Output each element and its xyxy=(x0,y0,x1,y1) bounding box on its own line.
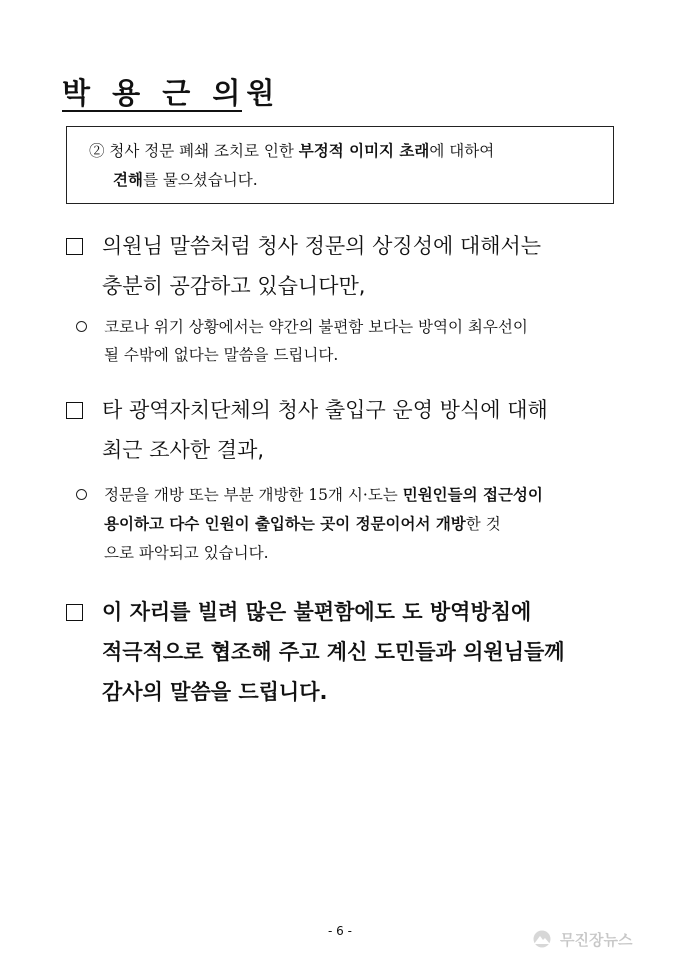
question-line-1-pre: ② 청사 정문 폐쇄 조치로 인한 xyxy=(89,142,299,160)
checkbox-square-icon xyxy=(66,238,83,255)
bullet-circle-icon xyxy=(76,489,87,500)
question-line-1-post: 에 대하여 xyxy=(429,142,495,160)
answer-item-3-line-2: 최근 조사한 결과, xyxy=(102,438,265,462)
title-underline xyxy=(62,110,242,112)
question-line-1 xyxy=(89,141,494,161)
question-box xyxy=(66,126,614,204)
page-title: 박 용 근 의원 xyxy=(62,76,281,110)
page-number: - 6 - xyxy=(328,924,352,938)
answer-item-4-line-1-pre: 정문을 개방 또는 부분 개방한 15개 시·도는 xyxy=(104,486,403,504)
bullet-circle-icon xyxy=(76,321,87,332)
watermark-text: 무진장뉴스 xyxy=(560,930,633,949)
answer-item-5-line-2: 적극적으로 협조해 주고 계신 도민들과 의원님들께 xyxy=(102,640,565,664)
checkbox-square-icon xyxy=(66,402,83,419)
answer-item-4-line-1 xyxy=(104,484,543,506)
answer-item-4-line-2 xyxy=(104,513,501,535)
question-line-1-bold: 부정적 이미지 초래 xyxy=(298,141,430,160)
answer-item-1-line-1: 의원님 말씀처럼 청사 정문의 상징성에 대해서는 xyxy=(102,234,542,258)
answer-item-2-line-1: 코로나 위기 상황에서는 약간의 불편함 보다는 방역이 최우선이 xyxy=(104,318,528,336)
answer-item-1-line-2: 충분히 공감하고 있습니다만, xyxy=(102,274,366,298)
answer-item-5-line-3: 감사의 말씀을 드립니다. xyxy=(102,680,328,704)
answer-item-5-line-1: 이 자리를 빌려 많은 불편함에도 도 방역방침에 xyxy=(102,600,532,624)
answer-item-4-line-2-post: 한 것 xyxy=(465,515,501,533)
answer-item-4-line-2-bold: 용이하고 다수 인원이 출입하는 곳이 정문이어서 개방 xyxy=(104,514,466,533)
watermark xyxy=(530,924,670,954)
answer-item-4-line-1-bold: 민원인들의 접근성이 xyxy=(402,485,543,504)
question-line-2-post: 를 물으셨습니다. xyxy=(142,171,258,189)
answer-item-2-line-2: 될 수밖에 없다는 말씀을 드립니다. xyxy=(104,346,339,364)
answer-item-4-line-3: 으로 파악되고 있습니다. xyxy=(104,544,269,562)
question-line-2 xyxy=(113,170,258,190)
answer-item-3-line-1: 타 광역자치단체의 청사 출입구 운영 방식에 대해 xyxy=(102,398,548,422)
mountain-logo-icon xyxy=(530,930,554,948)
question-line-2-bold: 견해 xyxy=(113,170,143,189)
checkbox-square-icon xyxy=(66,604,83,621)
